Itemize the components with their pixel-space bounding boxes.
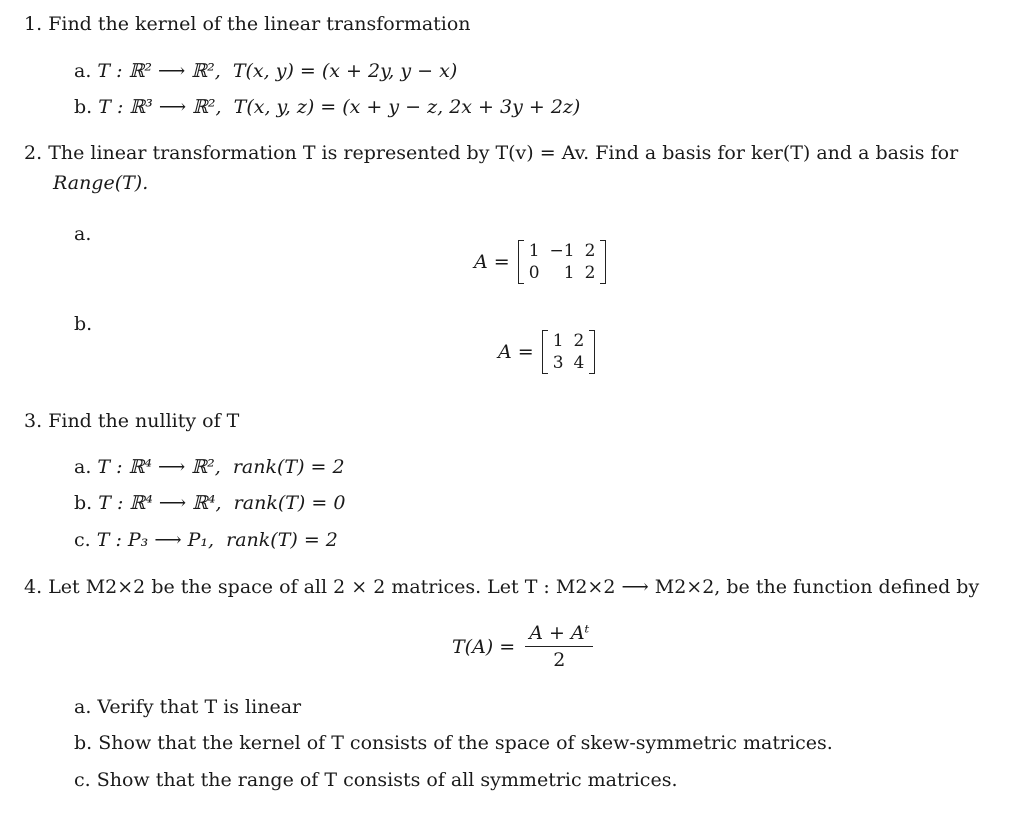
problem-number: 2. bbox=[24, 142, 43, 164]
formula: rank(T) = 0 bbox=[233, 492, 346, 514]
formula: T(x, y, z) = (x + y − z, 2x + 3y + 2z) bbox=[233, 96, 581, 118]
part-label: a. bbox=[74, 60, 92, 82]
matrix-cell: 2 bbox=[584, 241, 596, 261]
matrix-cell: 1 bbox=[563, 263, 575, 283]
matrix-lhs: A = bbox=[474, 251, 510, 273]
problem-number: 4. bbox=[24, 576, 43, 598]
problem-4b bbox=[74, 731, 833, 755]
formula: rank(T) = 2 bbox=[226, 529, 338, 551]
part-label: c. bbox=[74, 529, 91, 551]
part-label: b. bbox=[74, 96, 93, 118]
map-signature: T : ℝ⁴ ⟶ ℝ², bbox=[97, 456, 221, 478]
formula: rank(T) = 2 bbox=[232, 456, 345, 478]
matrix-brackets bbox=[518, 240, 607, 284]
matrix-cell: 0 bbox=[528, 263, 540, 283]
problem-4a bbox=[74, 695, 301, 719]
problem-3a bbox=[74, 455, 345, 479]
problem-2-heading-continued: Range(T). bbox=[53, 172, 149, 194]
problem-text: Find the kernel of the linear transformation bbox=[48, 13, 471, 35]
problem-2a-label: a. bbox=[74, 223, 92, 245]
matrix-cell: −1 bbox=[549, 241, 575, 261]
problem-3c bbox=[74, 528, 338, 552]
denominator: 2 bbox=[553, 649, 566, 671]
problem-1b bbox=[74, 95, 580, 119]
problem-2b-label: b. bbox=[74, 313, 93, 335]
part-label: a. bbox=[74, 696, 92, 718]
map-signature: T : ℝ³ ⟶ ℝ², bbox=[98, 96, 222, 118]
matrix-cell: 1 bbox=[528, 241, 540, 261]
problem-number: 3. bbox=[24, 410, 43, 432]
part-text: Show that the range of T consists of all symmetric matrices. bbox=[96, 769, 678, 791]
problem-text: Let M2×2 be the space of all 2 × 2 matrices. Let T : M2×2 ⟶ M2×2, be the function defined by bbox=[48, 576, 980, 598]
problem-number: 1. bbox=[24, 13, 43, 35]
definition-equation bbox=[452, 622, 593, 671]
part-label: a. bbox=[74, 456, 92, 478]
matrix-cell: 1 bbox=[552, 331, 564, 351]
map-signature: T : ℝ⁴ ⟶ ℝ⁴, bbox=[98, 492, 222, 514]
part-text: Show that the kernel of T consists of the space of skew-symmetric matrices. bbox=[98, 732, 833, 754]
part-label: b. bbox=[74, 492, 93, 514]
problem-4-heading bbox=[24, 575, 979, 599]
part-text: Verify that T is linear bbox=[97, 696, 302, 718]
problem-4c bbox=[74, 768, 677, 792]
matrix-cell: 2 bbox=[573, 331, 585, 351]
matrix-2a bbox=[474, 240, 606, 284]
map-signature: T : P₃ ⟶ P₁, bbox=[96, 529, 215, 551]
part-label: c. bbox=[74, 769, 91, 791]
map-signature: T : ℝ² ⟶ ℝ², bbox=[97, 60, 221, 82]
problem-1-heading bbox=[24, 12, 471, 36]
problem-3b bbox=[74, 491, 345, 515]
numerator: A + Aᵗ bbox=[525, 622, 593, 647]
problem-2-heading bbox=[24, 141, 958, 165]
problem-3-heading bbox=[24, 409, 239, 433]
matrix-cell: 4 bbox=[573, 353, 585, 373]
formula: T(x, y) = (x + 2y, y − x) bbox=[232, 60, 458, 82]
fraction bbox=[525, 622, 593, 671]
matrix-brackets bbox=[542, 330, 596, 374]
problem-text: The linear transformation T is represented by T(v) = Av. Find a basis for ker(T) and a basis for bbox=[48, 142, 959, 164]
matrix-cell: 3 bbox=[552, 353, 564, 373]
matrix-cell: 2 bbox=[584, 263, 596, 283]
equation-lhs: T(A) = bbox=[452, 635, 516, 658]
matrix-lhs: A = bbox=[498, 341, 534, 363]
part-label: b. bbox=[74, 732, 93, 754]
matrix-2b bbox=[498, 330, 595, 374]
problem-text: Find the nullity of T bbox=[48, 410, 240, 432]
problem-1a bbox=[74, 59, 457, 83]
